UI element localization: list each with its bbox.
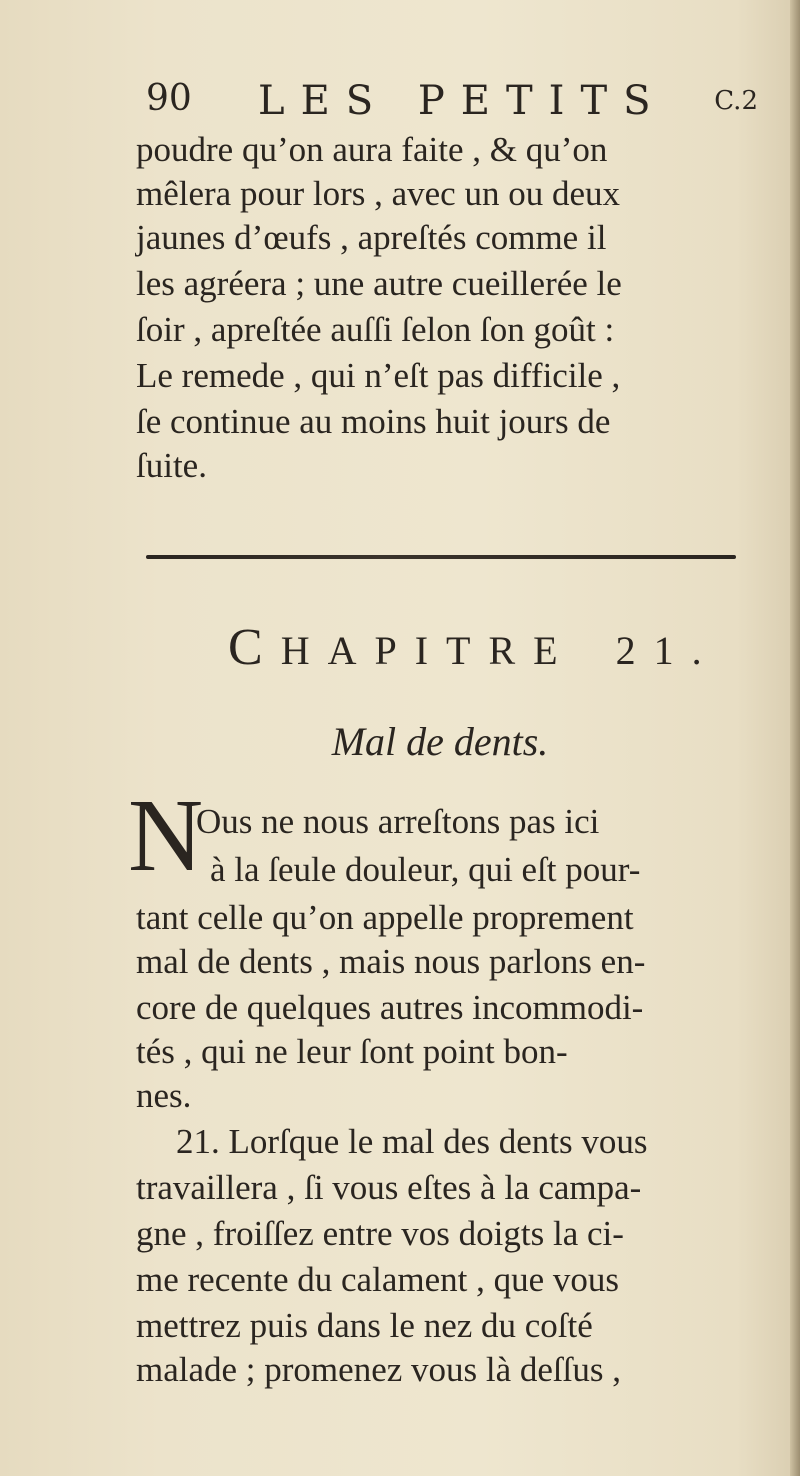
drop-cap: N	[128, 778, 204, 893]
text-line: mêlera pour lors , avec un ou deux	[136, 174, 621, 213]
text-line: tés , qui ne leur ſont point bon-	[136, 1032, 568, 1071]
text-line: ſoir , apreſtée auſſi ſelon ſon goût :	[136, 310, 615, 349]
chapter-word: HAPITRE	[280, 628, 576, 673]
text-line: me recente du calament , que vous	[136, 1260, 619, 1299]
chapter-initial: C	[228, 619, 281, 676]
signature-mark: C.2	[714, 86, 758, 116]
text-line: malade ; promenez vous là deſſus ,	[136, 1350, 621, 1389]
text-line: ſe continue au moins huit jours de	[136, 402, 611, 441]
chapter-heading	[228, 618, 728, 678]
text-line: ſuite.	[136, 446, 207, 485]
text-line: core de quelques autres incommodi-	[136, 988, 644, 1027]
text-line: Le remede , qui n’eſt pas difficile ,	[136, 356, 621, 395]
text-line: les agréera ; une autre cueillerée le	[136, 264, 622, 303]
running-header	[140, 78, 760, 128]
text-line: 21. Lorſque le mal des dents vous	[176, 1122, 648, 1161]
text-line: jaunes d’œufs , apreſtés comme il	[136, 218, 607, 257]
text-line: mal de dents , mais nous parlons en-	[136, 942, 646, 981]
chapter-subtitle: Mal de dents.	[331, 719, 549, 764]
text-line: gne , froiſſez entre vos doigts la ci-	[136, 1214, 624, 1253]
chapter-number: 21.	[615, 628, 720, 673]
text-line: à la ſeule douleur, qui eſt pour-	[210, 850, 641, 889]
text-line: mettrez puis dans le nez du coſté	[136, 1306, 593, 1345]
text-line: Ous ne nous arreſtons pas ici	[196, 802, 600, 841]
text-line: poudre qu’on aura faite , & qu’on	[136, 130, 608, 169]
text-line: travaillera , ſi vous eſtes à la campa-	[136, 1168, 642, 1207]
text-line: tant celle qu’on appelle proprement	[136, 898, 634, 937]
section-rule	[146, 555, 736, 559]
text-line: nes.	[136, 1076, 192, 1115]
running-title: LES PETITS	[258, 78, 667, 124]
page-number: 90	[146, 78, 192, 119]
